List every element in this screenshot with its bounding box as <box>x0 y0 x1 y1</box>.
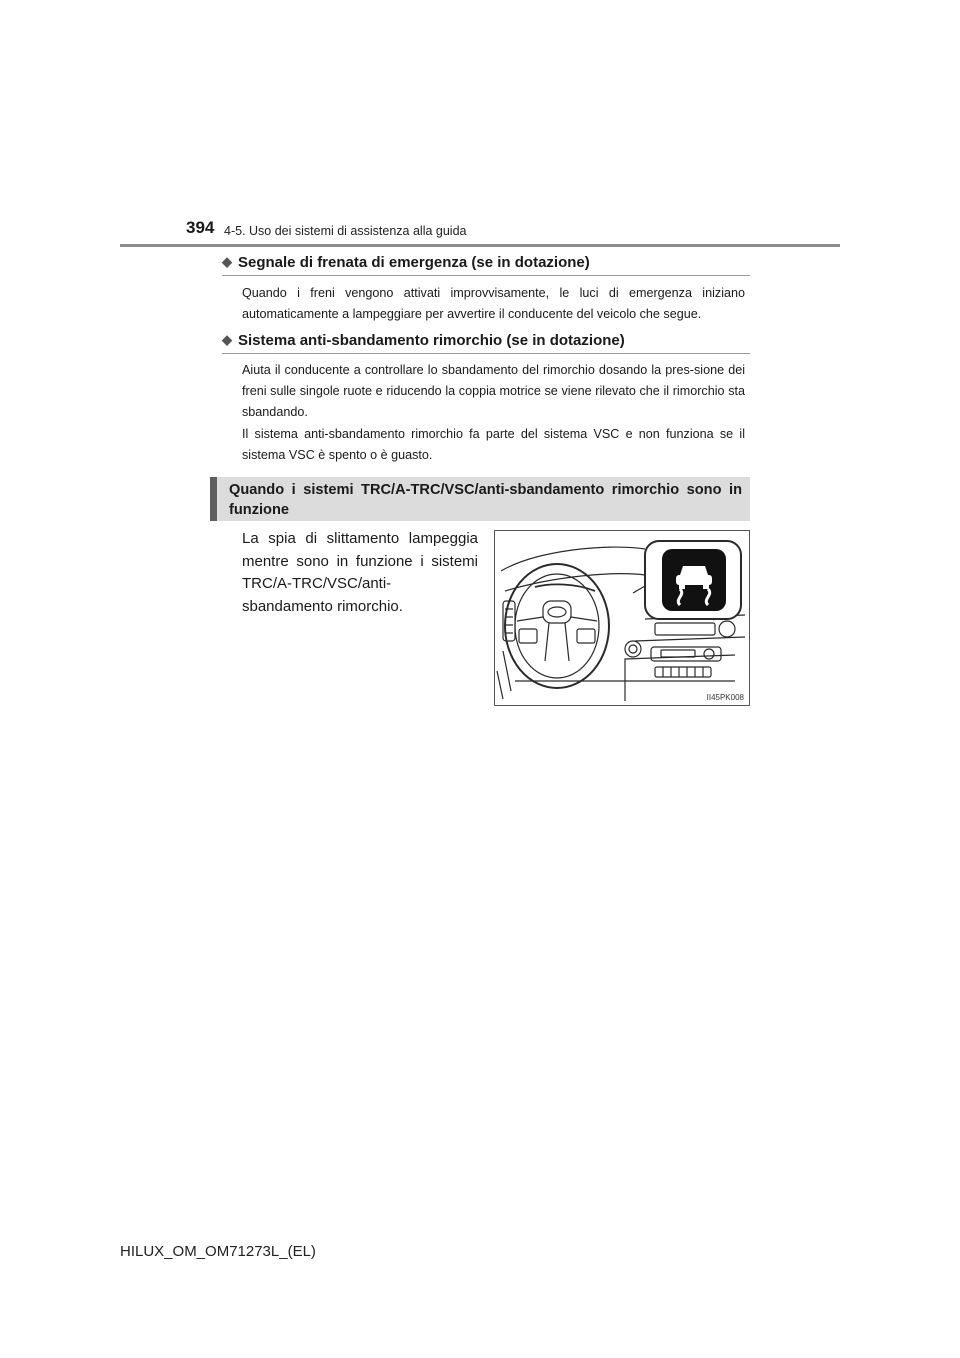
section-heading-trailer-sway <box>222 332 750 354</box>
section-title: Segnale di frenata di emergenza (se in dotazione) <box>238 254 590 271</box>
paragraph: Quando i freni vengono attivati improvvisamente, le luci di emergenza iniziano automaticamente a lampeggiare per avvertire il conducente del veicolo che segue. <box>242 286 745 321</box>
slip-indicator-icon <box>662 549 726 611</box>
figure-code: II45PK008 <box>706 693 744 702</box>
chapter-title: 4-5. Uso dei sistemi di assistenza alla guida <box>224 224 467 238</box>
dashboard-illustration <box>494 530 750 706</box>
section-title: Sistema anti-sbandamento rimorchio (se in dotazione) <box>238 332 625 349</box>
footer-doc-id: HILUX_OM_OM71273L_(EL) <box>120 1243 316 1260</box>
banner-title: Quando i sistemi TRC/A-TRC/VSC/anti-sbandamento rimorchio sono in funzione <box>229 482 742 518</box>
header-rule <box>120 244 840 247</box>
paragraph: Il sistema anti-sbandamento rimorchio fa parte del sistema VSC e non funziona se il sistema VSC è spento o è guasto. <box>242 427 745 462</box>
section-heading-emergency-brake <box>222 254 750 276</box>
diamond-bullet-icon: ◆ <box>222 254 232 269</box>
info-banner <box>210 477 750 521</box>
body-text: La spia di slittamento lampeggia mentre sono in funzione i sistemi TRC/A-TRC/VSC/anti-sbandamento rimorchio. <box>242 530 478 615</box>
page-number: 394 <box>186 218 215 237</box>
diamond-bullet-icon: ◆ <box>222 332 232 347</box>
paragraph: Aiuta il conducente a controllare lo sbandamento del rimorchio dosando la pres-sione dei freni sulle singole ruote e riducendo la coppia motrice se viene rilevato che il rimorchio sta sbandando. <box>242 363 745 419</box>
